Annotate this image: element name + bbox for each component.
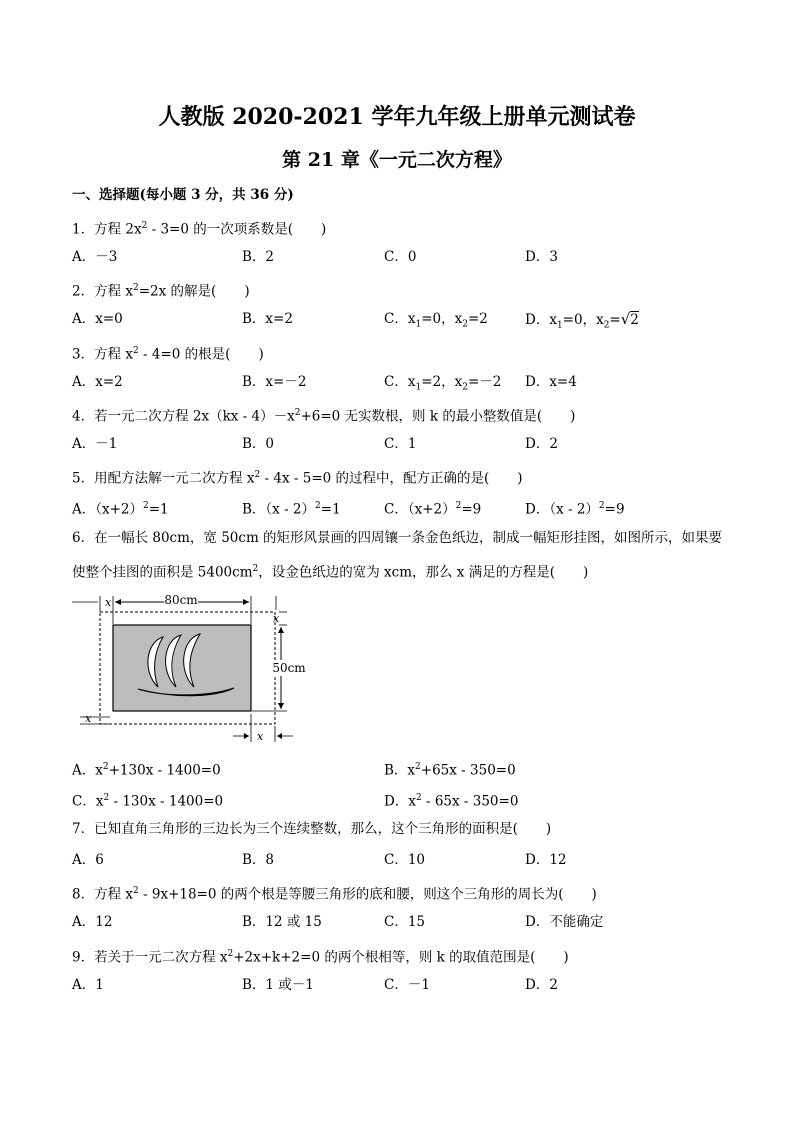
- frame-diagram: [68, 590, 306, 754]
- question-9: 9．若关于一元二次方程 $x^2+2x+k+2=0$ 的两个根相等，则 k 的取值范围是( ): [72, 949, 569, 966]
- q9-option-b[interactable]: B．1 或－1: [242, 977, 314, 993]
- q5-option-d[interactable]: D．（x - 2）$^2$=9: [525, 501, 625, 518]
- sqrt-symbol: √: [620, 310, 631, 328]
- q4-option-b[interactable]: B．0: [242, 436, 275, 452]
- width-label: 50cm: [272, 661, 306, 675]
- question-4: 4．若一元二次方程 $2x(kx - 4)-x^2+6=0$ 无实数根，则 k 的最小整数值是( ): [72, 408, 576, 425]
- q3-option-d[interactable]: D．x=4: [525, 374, 577, 390]
- q5-option-c[interactable]: C．$(x+2)^2=9$: [384, 501, 482, 518]
- q1-option-b[interactable]: B．2: [242, 249, 275, 265]
- q5-option-a[interactable]: A．$(x+2)^2=1$: [72, 501, 169, 518]
- q7-option-a[interactable]: A．6: [72, 852, 104, 868]
- q2-option-b[interactable]: B．x=2: [242, 311, 293, 327]
- q6-option-c[interactable]: C．$x^2 - 130x - 1400=0$: [72, 793, 224, 810]
- question-1: 1．方程 $2x^2 - 3=0$ 的一次项系数是( ): [72, 221, 327, 238]
- q8-option-c[interactable]: C．15: [384, 914, 426, 930]
- q4-option-c[interactable]: C．1: [384, 436, 417, 452]
- x-label-bottom-right: x: [257, 730, 264, 743]
- q7-option-d[interactable]: D．12: [525, 852, 567, 868]
- q3-option-c[interactable]: C．$x_1=2$，$x_2=-2$: [384, 374, 502, 393]
- q2-option-a[interactable]: A．x=0: [72, 311, 123, 327]
- question-7: 7．已知直角三角形的三边长为三个连续整数，那么，这个三角形的面积是( ): [72, 821, 552, 837]
- chapter-title: 第 21 章《一元二次方程》: [282, 149, 512, 171]
- length-label: 80cm: [164, 593, 198, 607]
- q9-option-d[interactable]: D．2: [525, 977, 558, 993]
- painting-rect: [113, 625, 251, 711]
- q9-option-a[interactable]: A．1: [72, 977, 104, 993]
- q1-option-c[interactable]: C．0: [384, 249, 417, 265]
- q6-option-b[interactable]: B．$x^2+65x - 350=0$: [384, 762, 516, 779]
- section-heading: 一、选择题(每小题 3 分，共 36 分): [72, 187, 294, 203]
- q1-option-a[interactable]: A．－3: [72, 249, 118, 265]
- q2-option-d[interactable]: D．$x_1=0$，$x_2=√2$: [525, 310, 639, 331]
- q6-option-a[interactable]: A．$x^2+130x - 1400=0$: [72, 762, 221, 779]
- q9-option-c[interactable]: C．－1: [384, 977, 430, 993]
- q7-option-c[interactable]: C．10: [384, 852, 426, 868]
- page-title: 人教版 2020-2021 学年九年级上册单元测试卷: [158, 104, 636, 130]
- q8-option-a[interactable]: A．12: [72, 914, 113, 930]
- q6-option-d[interactable]: D．$x^2 - 65x - 350=0$: [384, 793, 519, 810]
- question-3: 3．方程 $x^2 - 4=0$ 的根是( ): [72, 346, 264, 363]
- x-label-bottom-left: x: [85, 712, 92, 725]
- q7-option-b[interactable]: B．8: [242, 852, 275, 868]
- q4-option-a[interactable]: A．－1: [72, 436, 118, 452]
- question-6-line-2: 使整个挂图的面积是 $5400cm^2$，设金色纸边的宽为 xcm，那么 x 满足的方程是( ): [72, 564, 589, 581]
- q5-option-b[interactable]: B．（x - 2）$^2$=1: [242, 501, 341, 518]
- q3-option-b[interactable]: B．x=－2: [242, 374, 307, 390]
- question-8: 8．方程 $x^2 - 9x+18=0$ 的两个根是等腰三角形的底和腰，则这个三角形的周长为( ): [72, 886, 597, 903]
- question-6-line-1: 6．在一幅长 80cm，宽 50cm 的矩形风景画的四周镶一条金色纸边，制成一幅矩形挂图，如图所示，如果要: [72, 530, 723, 546]
- x-label-top-left: x: [105, 596, 112, 609]
- q8-option-d[interactable]: D．不能确定: [525, 914, 604, 930]
- q8-option-b[interactable]: B．12 或 15: [242, 914, 322, 930]
- question-5: 5．用配方法解一元二次方程 $x^2 - 4x - 5=0$ 的过程中，配方正确的是( ): [72, 470, 523, 487]
- question-2: 2．方程 $x^2=2x$ 的解是( ): [72, 283, 250, 300]
- x-label-right: x: [273, 612, 280, 625]
- q2-option-c[interactable]: C．$x_1=0$，$x_2=2$: [384, 311, 488, 330]
- q1-option-d[interactable]: D．3: [525, 249, 558, 265]
- q3-option-a[interactable]: A．x=2: [72, 374, 123, 390]
- q4-option-d[interactable]: D．2: [525, 436, 558, 452]
